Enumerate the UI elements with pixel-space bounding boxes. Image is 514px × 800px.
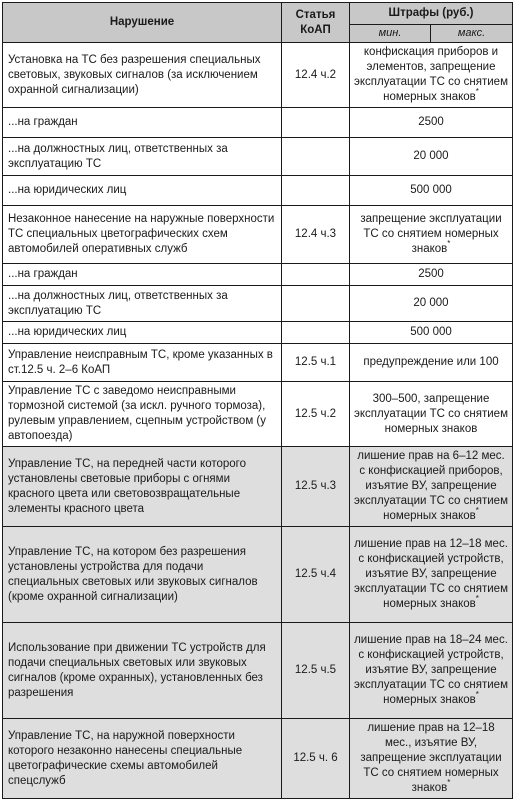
header-article: Статья КоАП <box>282 3 350 43</box>
fine-text: 500 000 <box>410 184 452 196</box>
header-max: макс. <box>431 25 513 43</box>
header-fines: Штрафы (руб.) <box>350 3 513 25</box>
article-cell <box>282 286 350 322</box>
fine-cell <box>350 382 513 447</box>
violation-cell: Незаконное нанесение на наружные поверхности ТС специальных цветографических схем автомобилей оперативных служб <box>3 206 282 264</box>
article-cell <box>282 138 350 176</box>
fine-cell <box>350 43 513 108</box>
fines-table-page <box>2 2 512 799</box>
fine-text: конфискация приборов и элементов, запрещение эксплуатации ТС со снятием номерных знаков <box>354 46 508 103</box>
article-cell: 12.4 ч.2 <box>282 43 350 108</box>
fine-cell <box>350 623 513 719</box>
violation-cell: ...на должностных лиц, ответственных за эксплуатацию ТС <box>3 286 282 322</box>
fine-cell <box>350 322 513 344</box>
fine-cell <box>350 344 513 382</box>
footnote-star: * <box>447 239 451 249</box>
table-row <box>3 719 513 799</box>
footnote-star: * <box>475 87 479 97</box>
fine-text: предупреждение или 100 <box>363 356 499 368</box>
fine-cell <box>350 286 513 322</box>
article-cell: 12.5 ч.2 <box>282 382 350 447</box>
article-cell: 12.5 ч.3 <box>282 447 350 527</box>
violation-cell: Управление ТС с заведомо неисправными тормозной системой (за искл. ручного тормоза), рулевым управлением, сцепным устройством (у автопоезда) <box>3 382 282 447</box>
article-cell: 12.5 ч. 6 <box>282 719 350 799</box>
violation-cell: Управление ТС, на котором без разрешения установлены устройства для подачи специальных световых или звуковых сигналов (кроме охранной сигнализации) <box>3 527 282 623</box>
violation-cell: Использование при движении ТС устройств для подачи специальных световых или звуковых сигналов (кроме охранных), установленных без разрешения <box>3 623 282 719</box>
table-row <box>3 322 513 344</box>
table-row <box>3 344 513 382</box>
fine-cell <box>350 108 513 138</box>
article-cell <box>282 322 350 344</box>
fines-table <box>2 2 513 799</box>
fine-cell <box>350 719 513 799</box>
article-cell: 12.4 ч.3 <box>282 206 350 264</box>
article-cell <box>282 108 350 138</box>
article-cell: 12.5 ч.5 <box>282 623 350 719</box>
fine-text: лишение прав на 6–12 мес. с конфискацией приборов, изъятие ВУ, запрещение эксплуатации ТС со снятием номерных знаков <box>354 450 508 522</box>
table-row <box>3 286 513 322</box>
fine-text: лишение прав на 18–24 мес. с конфискацией устройств, изъятие ВУ, запрещение эксплуатации ТС со снятием номерных знаков <box>354 634 508 706</box>
table-row <box>3 176 513 206</box>
fine-cell <box>350 138 513 176</box>
table-row <box>3 264 513 286</box>
header-min: мин. <box>350 25 431 43</box>
fine-text: 2500 <box>418 268 444 280</box>
violation-cell: ...на юридических лиц <box>3 176 282 206</box>
article-cell: 12.5 ч.4 <box>282 527 350 623</box>
table-row <box>3 382 513 447</box>
fine-text: 20 000 <box>413 150 449 162</box>
header-violation: Нарушение <box>3 3 282 43</box>
footnote-star: * <box>447 778 451 788</box>
table-row <box>3 108 513 138</box>
table-row <box>3 43 513 108</box>
violation-cell: Управление неисправным ТС, кроме указанных в ст.12.5 ч. 2–6 КоАП <box>3 344 282 382</box>
fine-text: запрещение эксплуатации ТС со снятием номерных знаков <box>360 213 502 255</box>
violation-cell: Управление ТС, на наружной поверхности которого незаконно нанесены специальные цветографические схемы автомобилей спецслужб <box>3 719 282 799</box>
table-row <box>3 138 513 176</box>
violation-cell: ...на граждан <box>3 108 282 138</box>
table-row <box>3 447 513 527</box>
fine-cell <box>350 527 513 623</box>
fine-text: 500 000 <box>410 326 452 338</box>
fine-cell <box>350 447 513 527</box>
violation-cell: ...на юридических лиц <box>3 322 282 344</box>
article-cell <box>282 264 350 286</box>
footnote-star: * <box>475 594 479 604</box>
violation-cell: Установка на ТС без разрешения специальных световых, звуковых сигналов (за исключением охранной сигнализации) <box>3 43 282 108</box>
fine-cell <box>350 264 513 286</box>
footnote-star: * <box>475 506 479 516</box>
table-row <box>3 527 513 623</box>
fine-cell <box>350 206 513 264</box>
table-body <box>3 43 513 799</box>
violation-cell: Управление ТС, на передней части которого установлены световые приборы с огнями красного цвета или световозвращательные элементы красного цвета <box>3 447 282 527</box>
fine-text: 20 000 <box>413 297 449 309</box>
violation-cell: ...на граждан <box>3 264 282 286</box>
article-cell <box>282 176 350 206</box>
fine-text: лишение прав на 12–18 мес. с конфискацией устройств, изъятие ВУ, запрещение эксплуатации ТС со снятием номерных знаков <box>354 538 508 610</box>
table-header <box>3 3 513 43</box>
article-cell: 12.5 ч.1 <box>282 344 350 382</box>
violation-cell: ...на должностных лиц, ответственных за эксплуатацию ТС <box>3 138 282 176</box>
fine-text: лишение прав на 12–18 мес., изъятие ВУ, запрещение эксплуатации ТС со снятием номерных знаков <box>360 722 502 794</box>
footnote-star: * <box>475 690 479 700</box>
table-row <box>3 206 513 264</box>
fine-cell <box>350 176 513 206</box>
fine-text: 2500 <box>418 116 444 128</box>
fine-text: 300–500, запрещение эксплуатации ТС со снятием номерных знаков <box>354 392 508 435</box>
table-row <box>3 623 513 719</box>
